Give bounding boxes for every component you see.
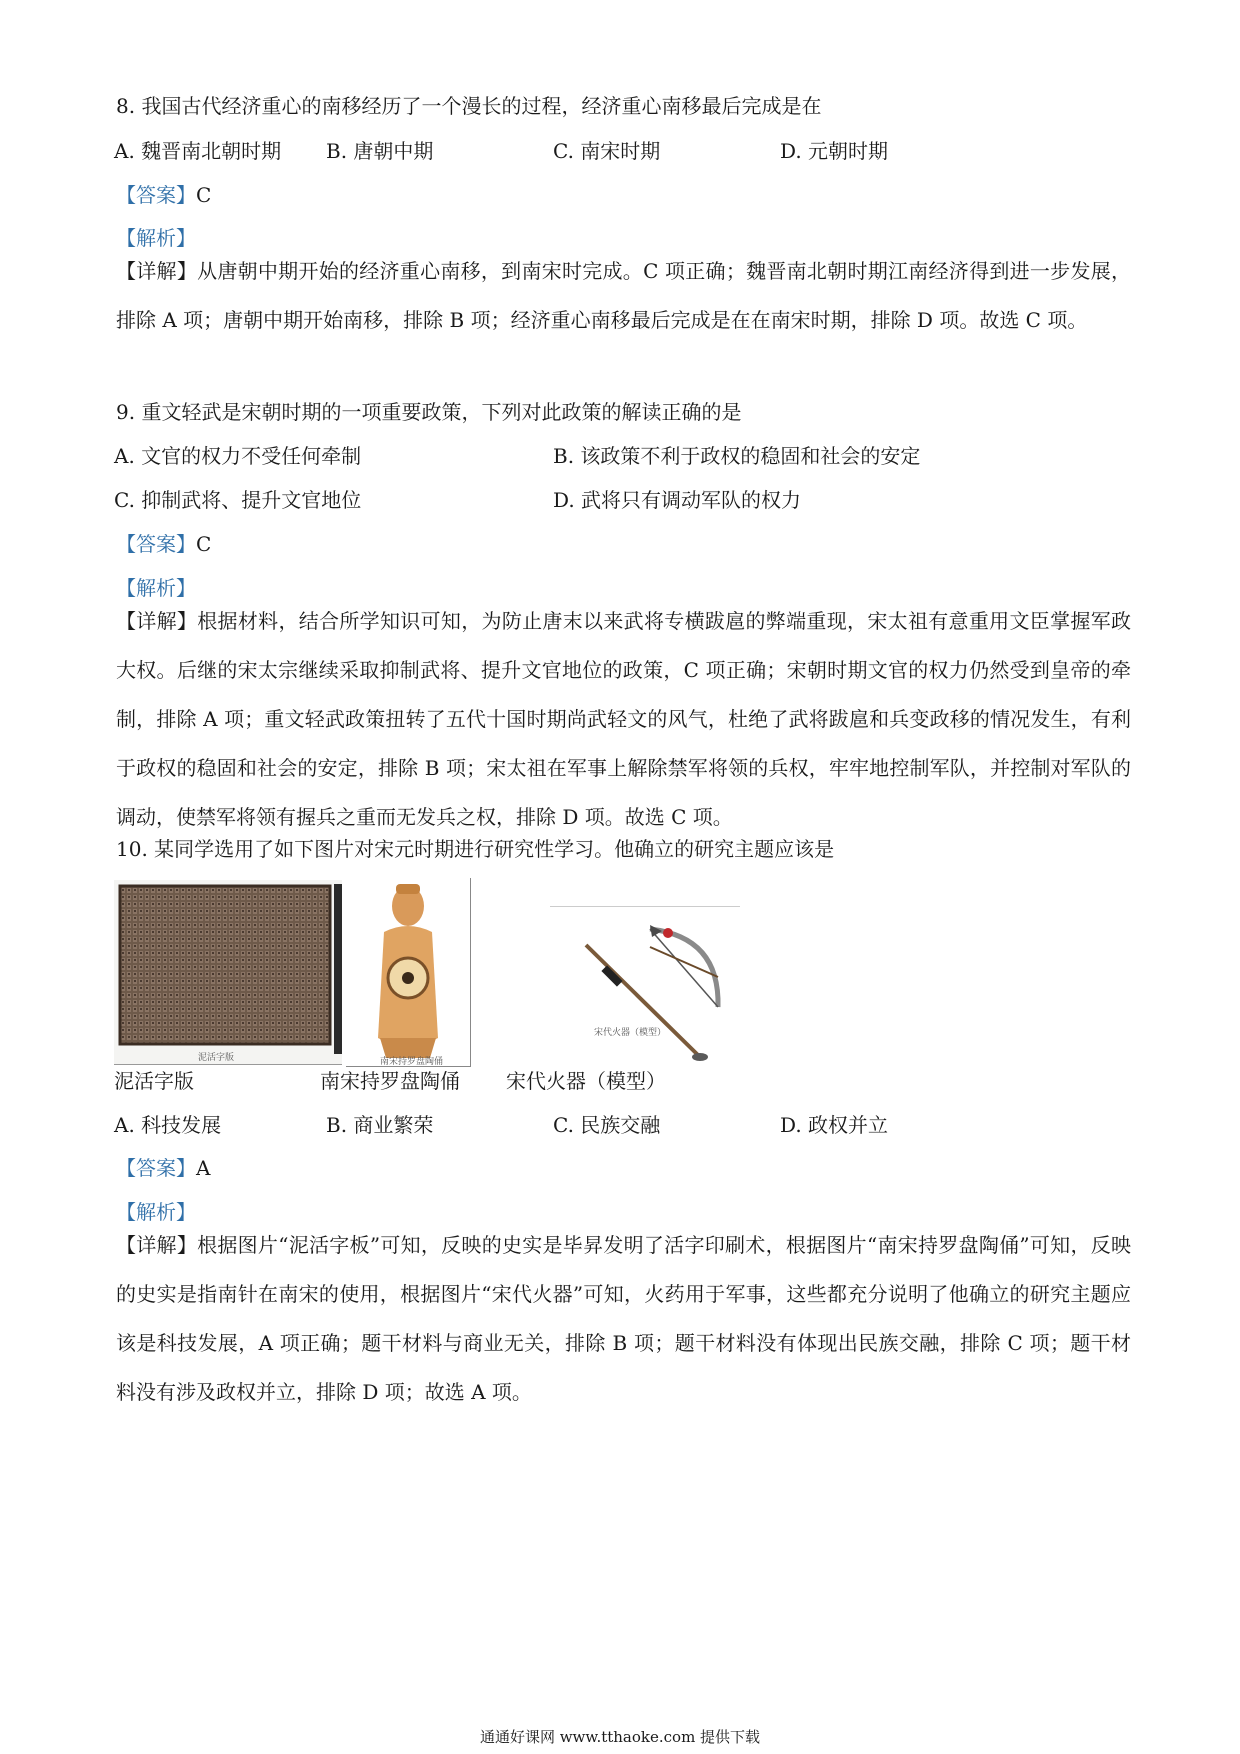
q10-answer xyxy=(116,1154,210,1182)
q9-option-b: B. 该政策不利于政权的稳固和社会的安定 xyxy=(553,444,921,468)
answer-tag: 【答案】 xyxy=(116,183,196,207)
answer-tag: 【答案】 xyxy=(116,1156,196,1180)
q10-option-c: C. 民族交融 xyxy=(553,1113,661,1137)
fire-weapon-image xyxy=(550,906,740,1067)
clay-type-plate-image xyxy=(114,880,342,1065)
q8-detail: 【详解】从唐朝中期开始的经济重心南移，到南宋时完成。C 项正确；魏晋南北朝时期江南经济得到进一步发展，排除 A 项；唐朝中期开始南移，排除 B 项；经济重心南移最后完成是在在南宋时期，排除 D 项。故选 C 项。 xyxy=(116,259,1131,332)
q8-option-a: A. 魏晋南北朝时期 xyxy=(114,139,282,163)
answer-value: A xyxy=(196,1156,211,1180)
q8-option-b: B. 唐朝中期 xyxy=(326,139,434,163)
q8-stem: 8. 我国古代经济重心的南移经历了一个漫长的过程，经济重心南移最后完成是在 xyxy=(116,94,822,118)
q10-option-d: D. 政权并立 xyxy=(780,1113,889,1137)
q9-stem: 9. 重文轻武是宋朝时期的一项重要政策，下列对此政策的解读正确的是 xyxy=(116,400,742,424)
q8-option-d: D. 元朝时期 xyxy=(780,139,889,163)
image-label-compass-figurine: 南宋持罗盘陶俑 xyxy=(320,1069,460,1093)
compass-figurine-image xyxy=(346,878,471,1067)
inner-caption: 泥活字版 xyxy=(198,1053,235,1063)
q9-option-c: C. 抑制武将、提升文官地位 xyxy=(114,488,362,512)
q9-option-d: D. 武将只有调动军队的权力 xyxy=(553,488,802,512)
q9-answer xyxy=(116,530,211,558)
answer-value: C xyxy=(196,532,212,556)
q8-option-c: C. 南宋时期 xyxy=(553,139,661,163)
q8-answer xyxy=(116,181,211,209)
q10-option-a: A. 科技发展 xyxy=(114,1113,222,1137)
q10-stem: 10. 某同学选用了如下图片对宋元时期进行研究性学习。他确立的研究主题应该是 xyxy=(116,837,835,861)
q10-detail: 【详解】根据图片“泥活字板”可知，反映的史实是毕昇发明了活字印刷术，根据图片“南宋持罗盘陶俑”可知，反映的史实是指南针在南宋的使用，根据图片“宋代火器”可知，火药用于军事，这些都充分说明了他确立的研究主题应该是科技发展，A 项正确；题干材料与商业无关，排除 B 项；题干材料没有体现出民族交融，排除 C 项；题干材料没有涉及政权并立，排除 D 项；故选 A 项。 xyxy=(116,1233,1131,1404)
footer-source: 通通好课网 www.tthaoke.com 提供下载 xyxy=(479,1728,761,1746)
image-label-fire-weapon: 宋代火器（模型） xyxy=(506,1069,666,1093)
q10-analysis-tag: 【解析】 xyxy=(116,1200,196,1224)
q8-analysis-tag: 【解析】 xyxy=(116,226,196,250)
q9-option-a: A. 文官的权力不受任何牵制 xyxy=(114,444,362,468)
image-label-clay-type: 泥活字版 xyxy=(114,1069,194,1093)
inner-caption: 南宋持罗盘陶俑 xyxy=(380,1057,444,1067)
answer-value: C xyxy=(196,183,212,207)
inner-caption: 宋代火器（模型） xyxy=(594,1028,667,1038)
q9-analysis-tag: 【解析】 xyxy=(116,576,196,600)
answer-tag: 【答案】 xyxy=(116,532,196,556)
q10-option-b: B. 商业繁荣 xyxy=(326,1113,434,1137)
q9-detail: 【详解】根据材料，结合所学知识可知，为防止唐末以来武将专横跋扈的弊端重现，宋太祖有意重用文臣掌握军政大权。后继的宋太宗继续采取抑制武将、提升文官地位的政策，C 项正确；宋朝时期文官的权力仍然受到皇帝的牵制，排除 A 项；重文轻武政策扭转了五代十国时期尚武轻文的风气，杜绝了武将跋扈和兵变政移的情况发生，有利于政权的稳固和社会的安定，排除 B 项；宋太祖在军事上解除禁军将领的兵权，牢牢地控制军队，并控制对军队的调动，使禁军将领有握兵之重而无发兵之权，排除 D 项。故选 C 项。 xyxy=(116,609,1131,829)
